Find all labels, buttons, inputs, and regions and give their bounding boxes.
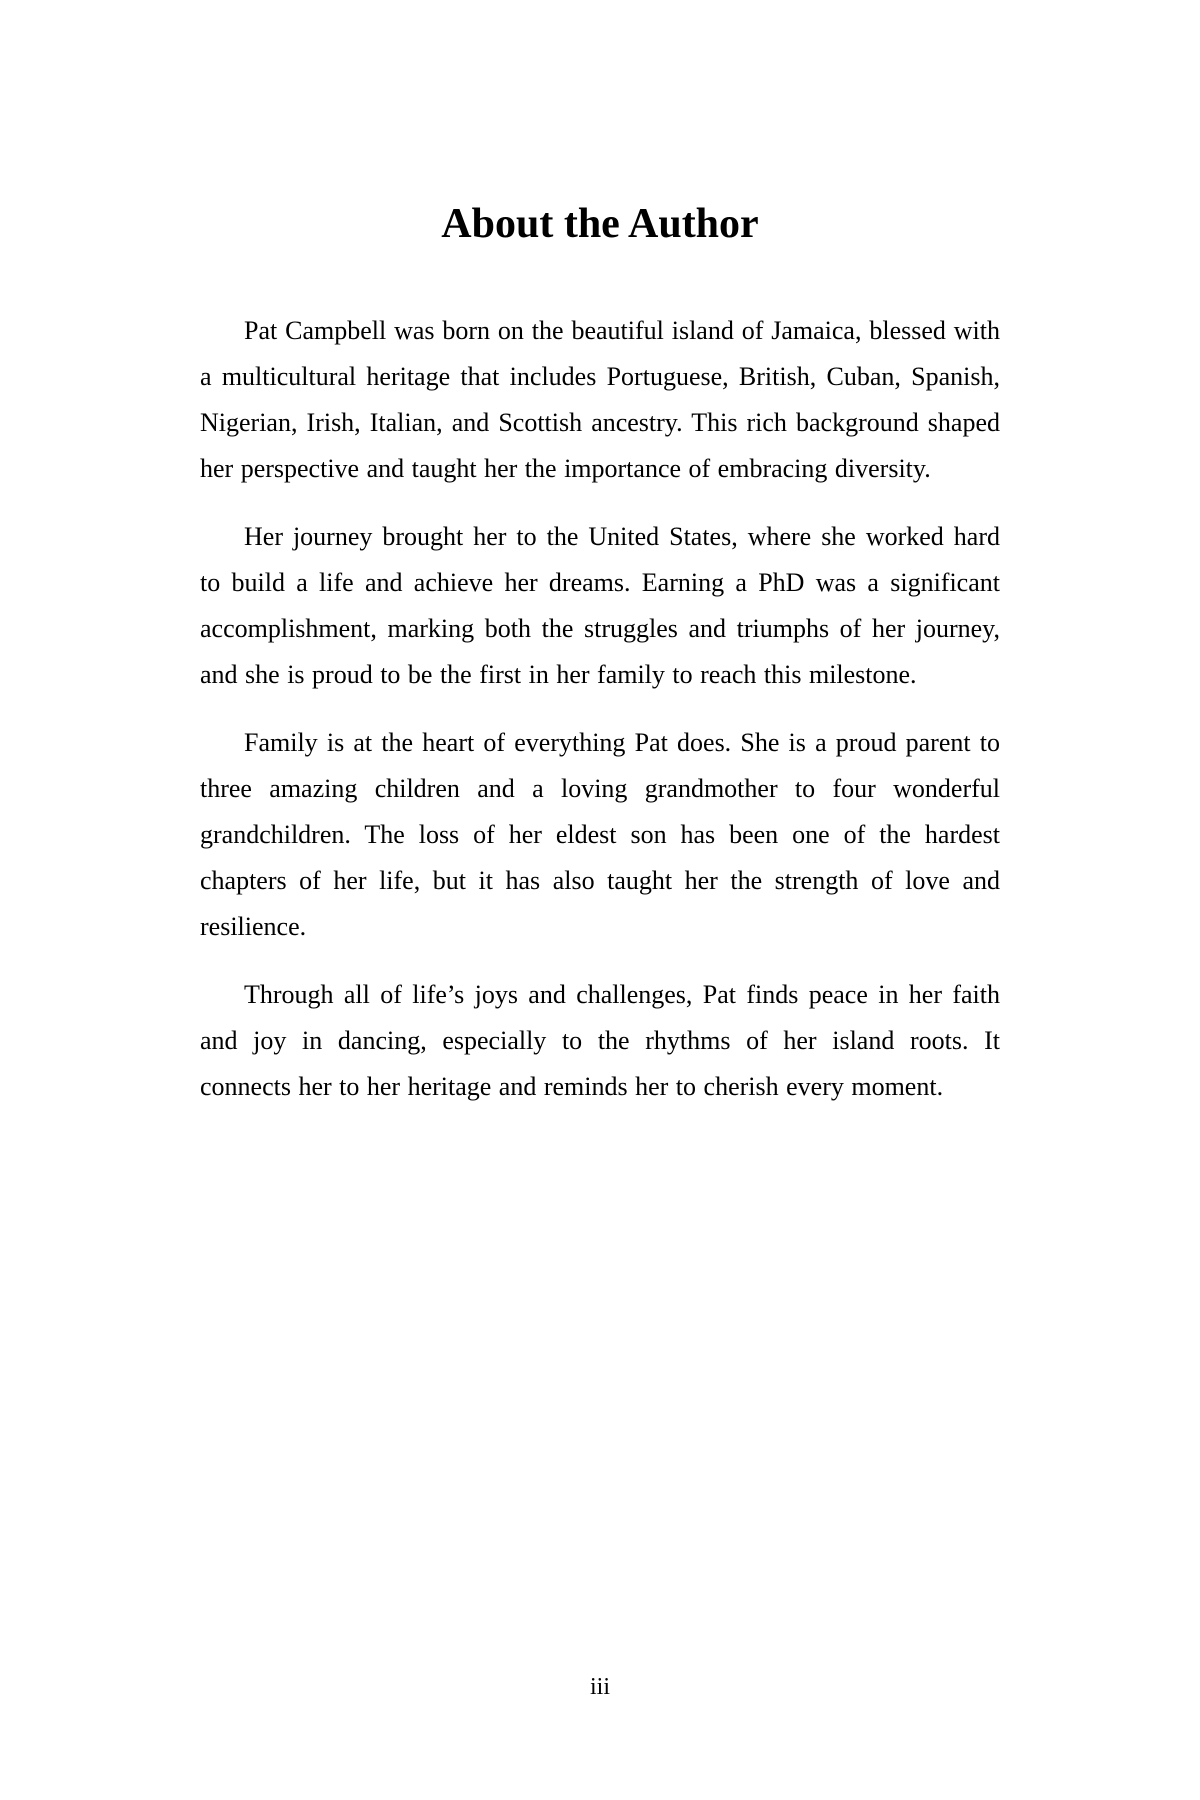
- page-content: [200, 0, 1000, 1132]
- page-number: iii: [589, 1674, 610, 1700]
- paragraph-faith-dancing: Through all of life’s joys and challenges, Pat finds peace in her faith and joy in dancing, especially to the rhythms of her island roots. It connects her to her heritage and reminds her to cherish every moment.: [200, 980, 1000, 1101]
- paragraph-journey-phd: Her journey brought her to the United States, where she worked hard to build a life and achieve her dreams. Earning a PhD was a significant accomplishment, marking both the struggles and triumphs of her journey, and she is proud to be the first in her family to reach this milestone.: [200, 522, 1000, 689]
- paragraph-birth-heritage: Pat Campbell was born on the beautiful island of Jamaica, blessed with a multicultural heritage that includes Portuguese, British, Cuban, Spanish, Nigerian, Irish, Italian, and Scottish ancestry. This rich background shaped her perspective and taught her the importance of embracing diversity.: [200, 316, 1000, 483]
- page-title: About the Author: [441, 201, 759, 247]
- paragraph-family: Family is at the heart of everything Pat does. She is a proud parent to three amazing children and a loving grandmother to four wonderful grandchildren. The loss of her eldest son has been one of the hardest chapters of her life, but it has also taught her the strength of love and resilience.: [200, 728, 1000, 941]
